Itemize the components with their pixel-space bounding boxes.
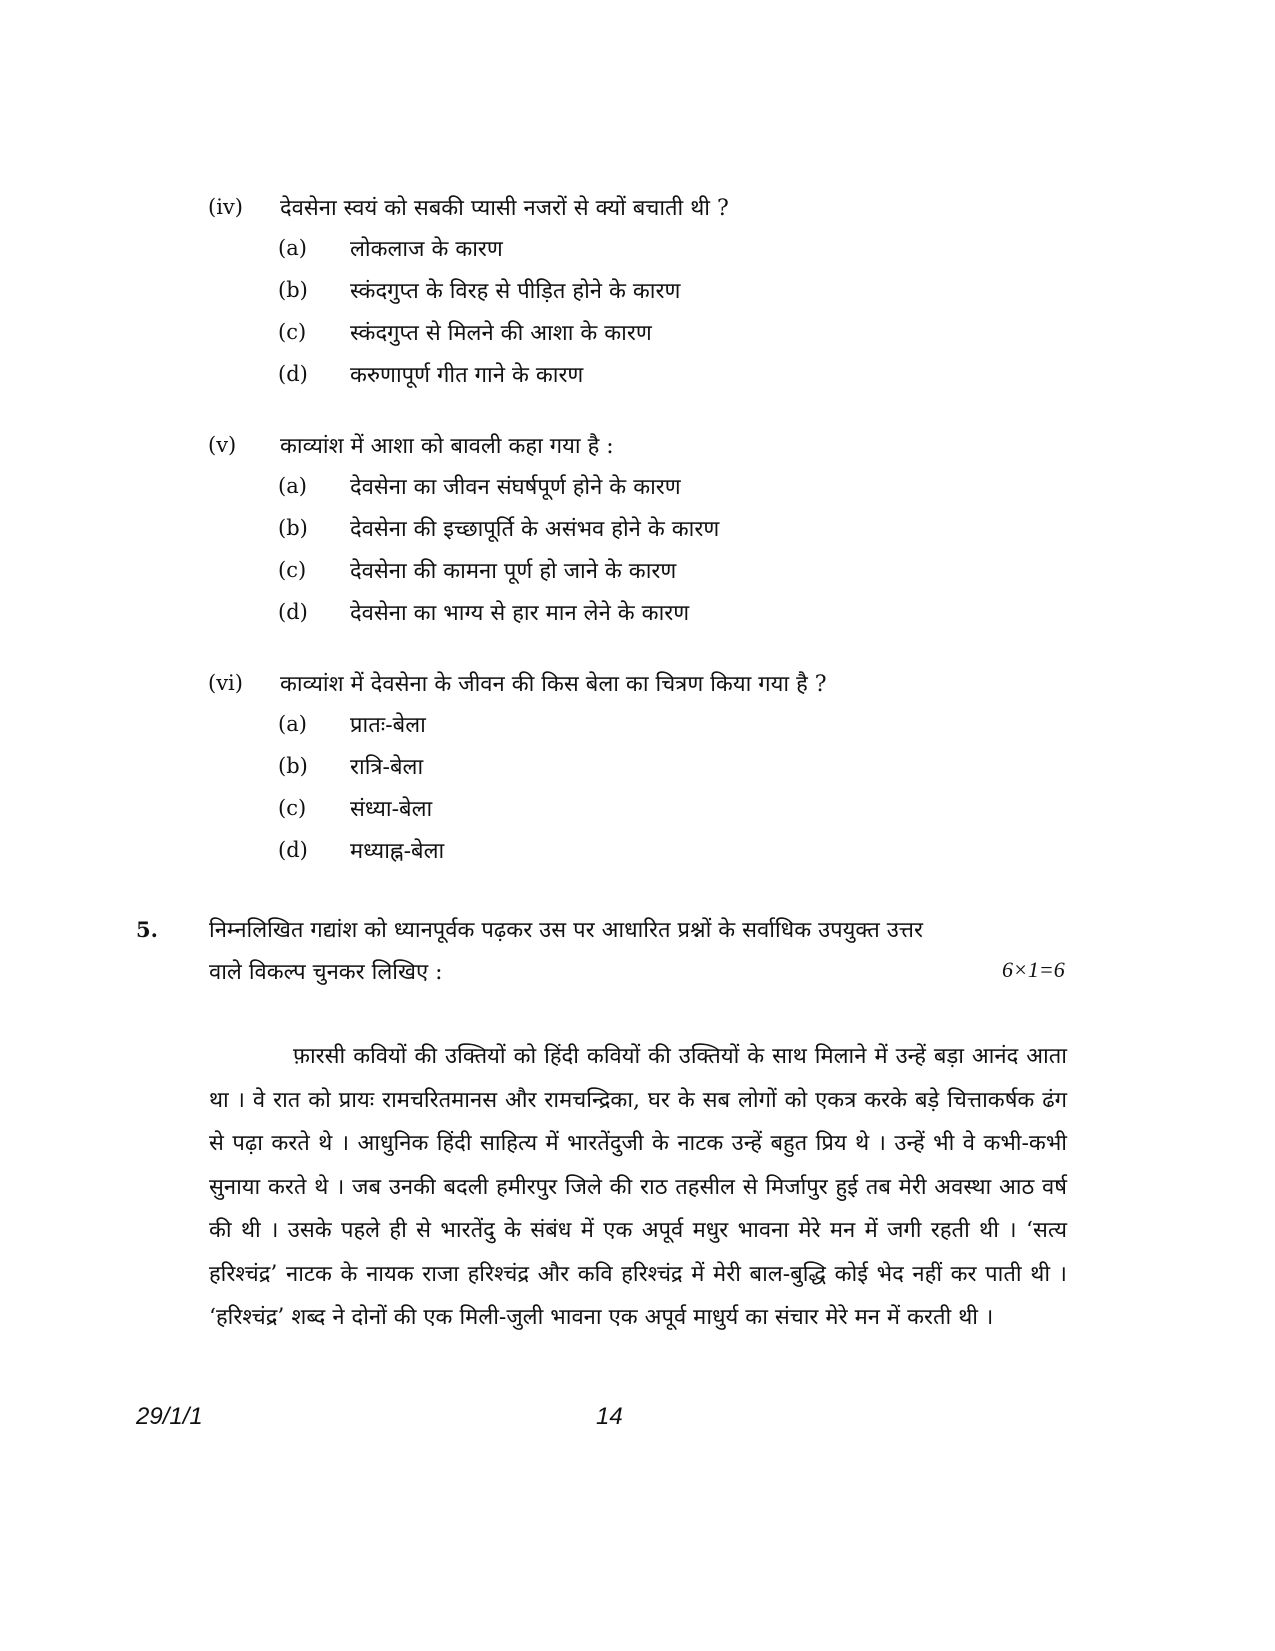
passage-text: फ़ारसी कवियों की उक्तियों को हिंदी कवियों की उक्तियों के साथ मिलाने में उन्हें बड़ा आनंद आता था । वे रात को प्रायः रामचरितमानस और रामचन्द्रिका, घर के सब लोगों को एकत्र करके बड़े चित्ताकर्षक ढंग से पढ़ा करते थे । आधुनिक हिंदी साहित्य में भारतेंदुजी के नाटक उन्हें बहुत प्रिय थे । उन्हें भी वे कभी-कभी सुनाया करते थे । जब उनकी बदली हमीरपुर जिले की राठ तहसील से मिर्जापुर हुई तब मेरी अवस्था आठ वर्ष की थी । उसके पहले ही से भारतेंदु के संबंध में एक अपूर्व मधुर भावना मेरे मन में जगी रहती थी । ‘सत्य हरिश्चंद्र’ नाटक के नायक राजा हरिश्चंद्र और कवि हरिश्चंद्र में मेरी बाल-बुद्धि कोई भेद नहीं कर पाती थी । ‘हरिश्चंद्र’ शब्द ने दोनों की एक मिली-जुली भावना एक अपूर्व माधुर्य का संचार मेरे मन में करती थी । [209,1044,1067,1330]
option-text: प्रातः-बेला [350,713,426,738]
option-label: (c) [278,796,307,820]
option-label: (d) [278,600,308,624]
question-number: 5. [136,917,158,942]
question-number: (vi) [208,671,243,695]
page-number: 14 [596,1403,623,1430]
question-instruction-line-1: निम्नलिखित गद्यांश को ध्यानपूर्वक पढ़कर उस पर आधारित प्रश्नों के सर्वाधिक उपयुक्त उत्तर [209,918,924,943]
marks-label: 6×1=6 [1002,957,1065,982]
option-label: (b) [278,754,308,778]
question-number: (v) [208,433,237,457]
option-label: (a) [278,712,307,736]
option-label: (d) [278,838,308,862]
question-text: देवसेना स्वयं को सबकी प्यासी नजरों से क्यों बचाती थी ? [280,196,729,221]
option-text: रात्रि-बेला [350,755,424,780]
option-text: देवसेना की कामना पूर्ण हो जाने के कारण [350,559,677,584]
question-text: काव्यांश में देवसेना के जीवन की किस बेला का चित्रण किया गया है ? [280,672,827,697]
option-text: लोकलाज के कारण [350,237,503,262]
question-text: काव्यांश में आशा को बावली कहा गया है : [280,434,614,459]
option-text: देवसेना का भाग्य से हार मान लेने के कारण [350,601,690,626]
question-number: (iv) [208,195,243,219]
option-label: (c) [278,558,307,582]
option-label: (b) [278,278,308,302]
option-text: मध्याह्न-बेला [350,839,445,864]
option-label: (a) [278,474,307,498]
option-label: (b) [278,516,308,540]
option-label: (c) [278,320,307,344]
question-instruction-line-2: वाले विकल्प चुनकर लिखिए : [209,960,443,985]
option-label: (d) [278,362,308,386]
option-label: (a) [278,236,307,260]
paper-code: 29/1/1 [136,1403,203,1430]
prose-passage [209,1035,1067,1340]
option-text: करुणापूर्ण गीत गाने के कारण [350,363,584,388]
option-text: संध्या-बेला [350,797,433,822]
option-text: स्कंदगुप्त से मिलने की आशा के कारण [350,321,652,346]
option-text: स्कंदगुप्त के विरह से पीड़ित होने के कारण [350,279,681,304]
option-text: देवसेना का जीवन संघर्षपूर्ण होने के कारण [350,475,681,500]
option-text: देवसेना की इच्छापूर्ति के असंभव होने के कारण [350,517,720,542]
